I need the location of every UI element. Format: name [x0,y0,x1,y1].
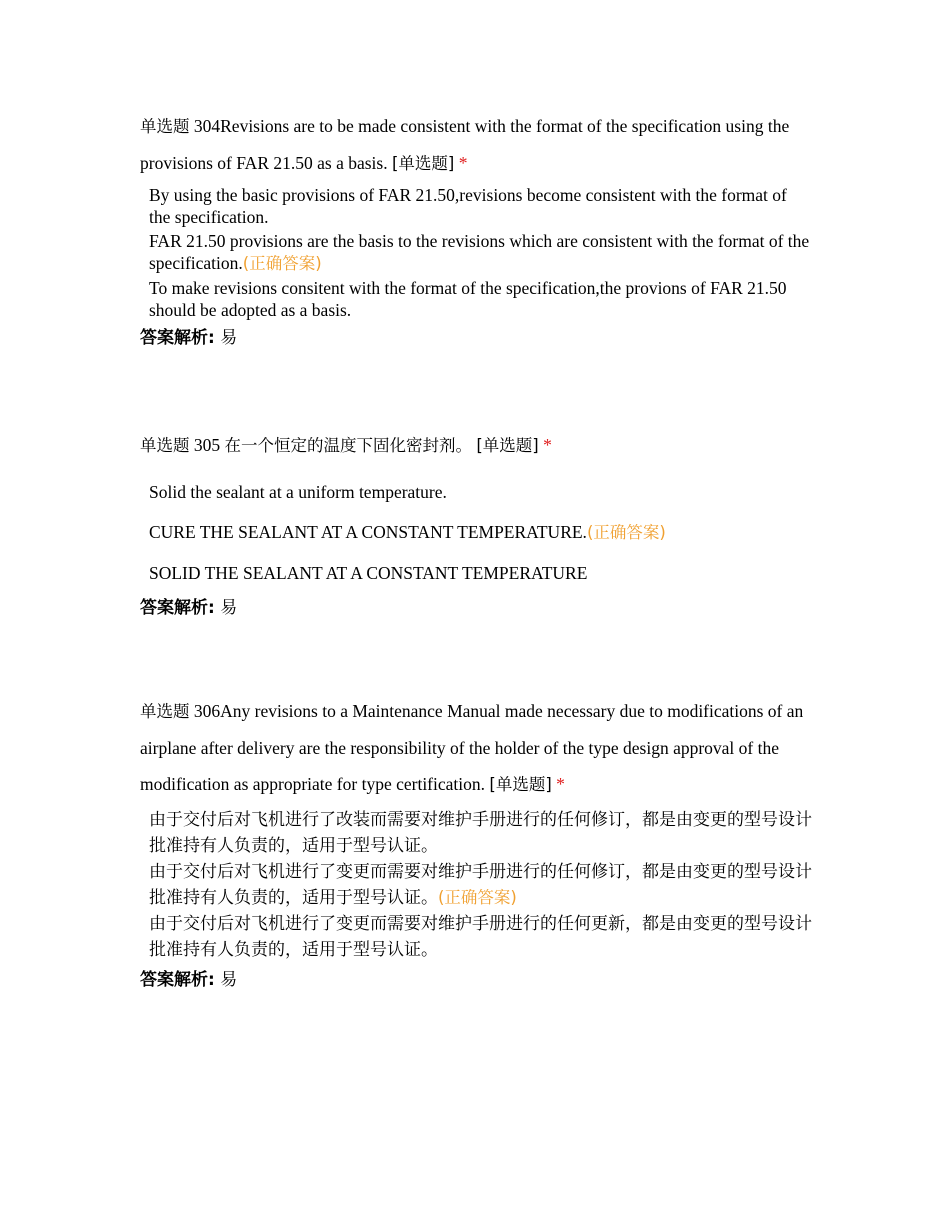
option-text: 由于交付后对飞机进行了变更而需要对维护手册进行的任何修订，都是由变更的型号设计批准持有人负责的，适用于型号认证。 [149,862,812,908]
question-type-tag: [单选题] [476,436,539,455]
question-text: Any revisions to a Maintenance Manual made necessary due to modifications of an airplane after delivery are the responsibility of the holder of the type design approval of the modification as appropriate for type certification. [140,701,804,794]
answer-analysis [140,595,812,621]
option-a[interactable] [149,184,812,228]
option-a[interactable] [149,807,812,859]
required-mark: * [458,153,468,173]
option-list [140,472,812,593]
question-type-prefix: 单选题 [140,117,190,136]
option-b[interactable] [149,859,812,911]
question-type-tag: [单选题] [489,775,552,794]
question-number: 306 [193,701,221,721]
question-305 [140,427,812,621]
option-text: To make revisions consitent with the format of the specification,the provions of FAR 21.50 should be adopted as a basis. [149,278,787,320]
option-text: 由于交付后对飞机进行了改装而需要对维护手册进行的任何修订，都是由变更的型号设计批准持有人负责的，适用于型号认证。 [149,810,812,856]
answer-analysis [140,325,812,351]
option-text: Solid the sealant at a uniform temperature. [149,482,447,502]
question-type-prefix: 单选题 [140,702,190,721]
analysis-value: 易 [220,598,238,618]
analysis-value: 易 [220,970,238,990]
analysis-label: 答案解析: [140,970,215,990]
option-c[interactable] [149,911,812,963]
question-title [140,108,812,182]
required-mark: * [543,435,552,455]
correct-answer-label: (正确答案) [586,523,666,542]
option-text: CURE THE SEALANT AT A CONSTANT TEMPERATURE. [149,522,587,542]
analysis-value: 易 [220,328,238,348]
question-304 [140,108,812,351]
option-text: By using the basic provisions of FAR 21.50,revisions become consistent with the format of the specification. [149,185,787,227]
question-type-tag: [单选题] [391,154,455,173]
question-text: Revisions are to be made consistent with the format of the specification using the provisions of FAR 21.50 as a basis. [140,116,790,173]
question-title [140,693,812,803]
option-text: 由于交付后对飞机进行了变更而需要对维护手册进行的任何更新，都是由变更的型号设计批准持有人负责的，适用于型号认证。 [149,914,812,960]
question-number: 305 [193,435,221,455]
option-c[interactable] [149,277,812,321]
option-b[interactable] [149,230,812,275]
required-mark: * [556,774,565,794]
analysis-label: 答案解析: [140,598,215,618]
option-c[interactable] [149,553,812,593]
question-type-prefix: 单选题 [140,436,190,455]
option-text: FAR 21.50 provisions are the basis to the revisions which are consistent with the format of the specification. [149,231,810,273]
analysis-label: 答案解析: [140,328,215,348]
option-list [140,184,812,321]
option-list [140,807,812,963]
option-a[interactable] [149,472,812,512]
correct-answer-label: (正确答案) [438,888,517,907]
question-number: 304 [193,116,221,136]
question-title [140,427,812,464]
correct-answer-label: (正确答案) [242,254,322,273]
option-text: SOLID THE SEALANT AT A CONSTANT TEMPERATURE [149,563,588,583]
question-text: 在一个恒定的温度下固化密封剂。 [224,436,472,455]
answer-analysis [140,967,812,993]
option-b[interactable] [149,512,812,553]
question-306 [140,693,812,993]
